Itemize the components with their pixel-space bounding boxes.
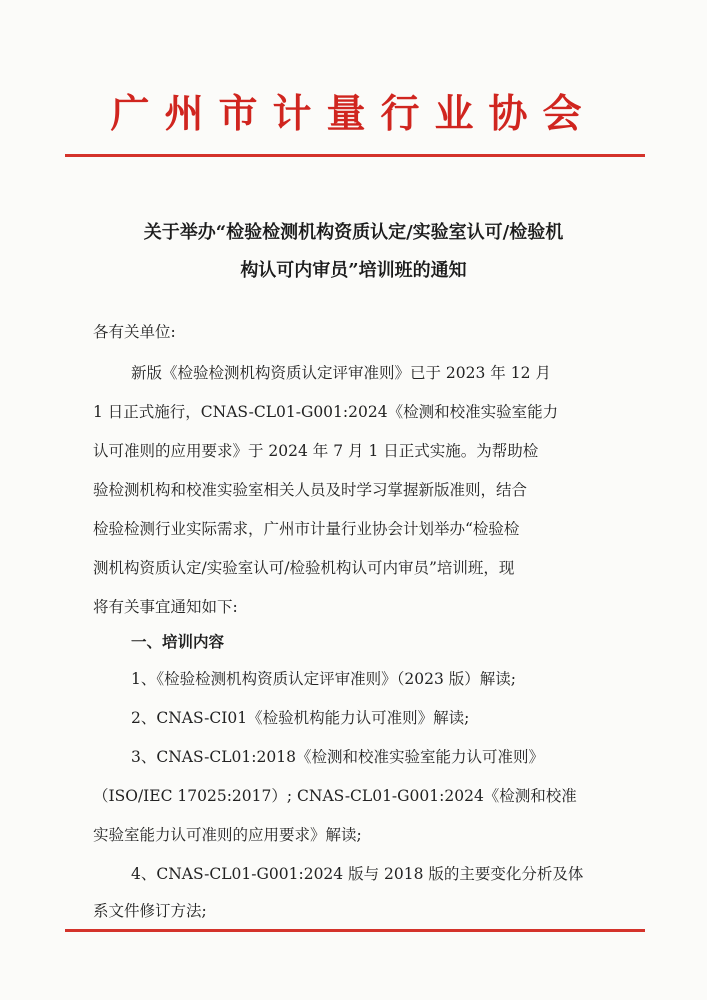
paragraph-line: 将有关事宜通知如下:	[93, 598, 238, 616]
paragraph-line: 新版《检验检测机构资质认定评审准则》已于 2023 年 12 月	[131, 364, 551, 382]
training-item-continuation: 系文件修订方法;	[93, 902, 207, 920]
paragraph-line: 检验检测行业实际需求，广州市计量行业协会计划举办“检验检	[93, 520, 520, 538]
training-item-continuation: 实验室能力认可准则的应用要求》解读;	[93, 826, 362, 844]
red-header-rule	[65, 154, 645, 157]
section-heading-training-content: 一、培训内容	[131, 632, 225, 651]
notice-title-line-2: 构认可内审员”培训班的通知	[240, 260, 467, 281]
paragraph-line: 测机构资质认定/实验室认可/检验机构认可内审员”培训班，现	[93, 559, 515, 577]
red-footer-rule	[65, 929, 645, 932]
training-item: 1、《检验检测机构资质认定评审准则》（2023 版）解读;	[131, 670, 516, 688]
paragraph-line: 认可准则的应用要求》于 2024 年 7 月 1 日正式实施。为帮助检	[93, 442, 539, 460]
training-item-continuation: （ISO/IEC 17025:2017）; CNAS-CL01-G001:2024《检测和校准	[93, 787, 577, 805]
training-item: 2、CNAS-CI01《检验机构能力认可准则》解读;	[131, 709, 470, 727]
training-item: 3、CNAS-CL01:2018《检测和校准实验室能力认可准则》	[131, 748, 544, 766]
salutation: 各有关单位:	[93, 323, 176, 341]
paragraph-line: 1 日正式施行，CNAS-CL01-G001:2024《检测和校准实验室能力	[93, 403, 559, 421]
training-item: 4、CNAS-CL01-G001:2024 版与 2018 版的主要变化分析及体	[131, 865, 584, 883]
notice-title-line-1: 关于举办“检验检测机构资质认定/实验室认可/检验机	[143, 222, 564, 243]
organization-title: 广州市计量行业协会	[110, 92, 597, 137]
paragraph-line: 验检测机构和校准实验室相关人员及时学习掌握新版准则，结合	[93, 481, 528, 499]
